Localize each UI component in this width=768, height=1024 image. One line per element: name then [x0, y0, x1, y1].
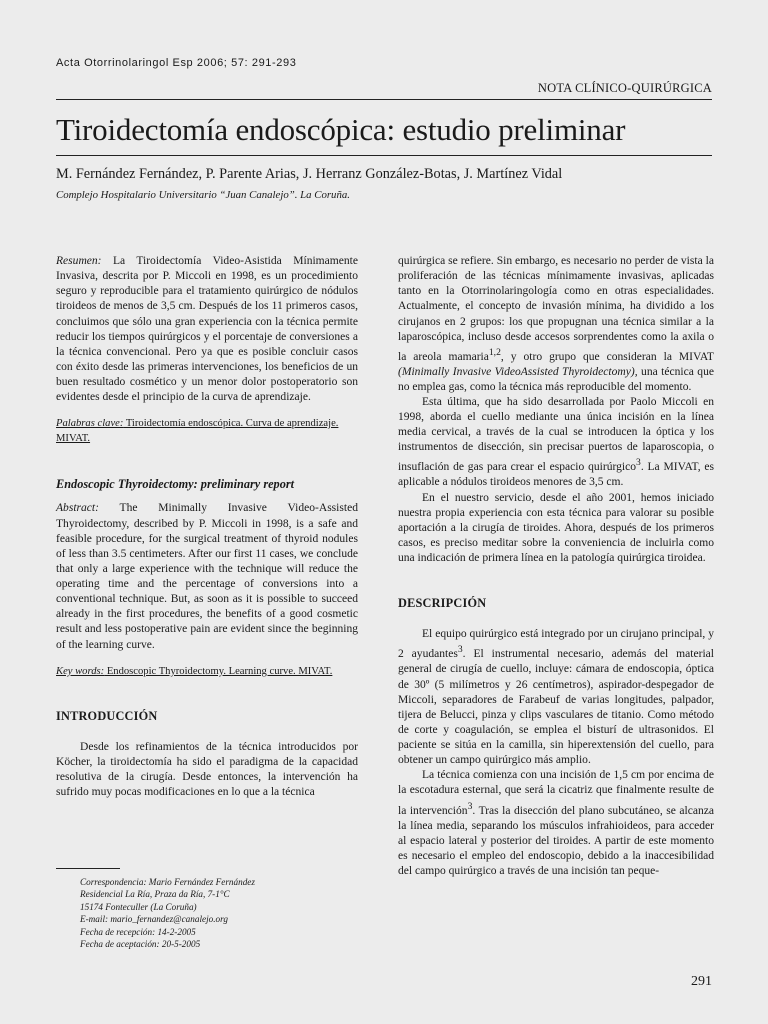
right-column [398, 254, 714, 879]
paragraph-2 [398, 395, 714, 491]
correspondence-footnote [80, 876, 255, 950]
footnote-line: Correspondencia: Mario Fernández Fernández [80, 877, 255, 887]
page-number: 291 [691, 974, 712, 989]
p2-text-a: Esta última, que ha sido desarrollada por Paolo Miccoli en 1998, aborda el cuello mediante una única incisión en la línea media cervical, a través de la cual se introducen la óptica y los instrumentos de disección, sin precisar puertos de laparoscopia, o insuflación de gas para crear el espacio quirúrgico [398, 395, 714, 474]
citation-ref: 3 [457, 644, 463, 656]
abstract-paragraph [56, 501, 358, 652]
footnote-rule [56, 868, 120, 869]
citation-ref: 3 [636, 457, 641, 469]
palabras-text: Tiroidectomía endoscópica. Curva de aprendizaje. MIVAT. [56, 418, 339, 445]
p5-text-b: . Tras la disección del plano subcutáneo, se alcanza la línea media, separando los músculos infrahioideos, para acceder al espacio lateral y posterior del tiroides. A partir de este momento es necesario el empleo del endoscopio, debido a la inaccesibilidad del campo quirúrgico a través de una incisión tan peque- [398, 804, 714, 877]
paragraph-5 [398, 768, 714, 879]
p1-text-b: , y otro grupo que consideran la MIVAT [500, 350, 714, 363]
description-heading: DESCRIPCIÓN [398, 596, 487, 611]
p5-text-a: La técnica comienza con una incisión de 1,5 cm por encima de la escotadura esternal, que será la cicatriz que finalmente resulte de la intervención [398, 769, 714, 817]
keywords-label: Key words: [56, 665, 105, 677]
header-rule [56, 99, 712, 100]
palabras-label: Palabras clave: [56, 418, 124, 430]
palabras-clave [56, 416, 358, 446]
footnote-line: Fecha de aceptación: 20-5-2005 [80, 939, 201, 950]
intro-heading: INTRODUCCIÓN [56, 708, 158, 723]
p4-text-a: El equipo quirúrgico está integrado por un cirujano principal, y 2 ayudantes [398, 628, 714, 661]
intro-paragraph: Desde los refinamientos de la técnica introducidos por Köcher, la tiroidectomía ha sido el paradigma de la capacidad resolutiva de la cirugía. Desde entonces, la intervención ha sufrido muy pocas modificaciones en lo que a la técnica [56, 740, 358, 799]
resumen-text: La Tiroidectomía Video-Asistida Mínimamente Invasiva, descrita por P. Miccoli en 1998, es un procedimiento seguro y reproducible para el tratamiento quirúrgico de nódulos tiroideos de menos de 3,5 cm. Después de los 11 primeros casos, concluimos que sólo una gran experiencia con la técnica permite reducir los tiempos quirúrgicos y el porcentaje de conversiones a la técnica convencional. Pero ya que es posible concluir casos con éxito desde las primeras intervenciones, los beneficios de un buen resultado cosmético y un menor dolor postoperatorio son evidentes desde el principio de la curva de aprendizaje. [56, 255, 358, 404]
left-column [56, 254, 358, 800]
citation-ref: 1,2 [488, 346, 501, 358]
p1-italic: (Minimally Invasive VideoAssisted Thyroidectomy), [398, 365, 638, 378]
citation-ref: 3 [467, 800, 473, 812]
paragraph-1 [398, 254, 714, 395]
resumen-paragraph [56, 254, 358, 405]
key-words [56, 664, 358, 679]
footnote-line: Residencial La Ría, Praza da Ría, 7-1°C [80, 889, 230, 900]
paragraph-4 [398, 627, 714, 768]
journal-reference: Acta Otorrinolaringol Esp 2006; 57: 291-293 [56, 57, 297, 69]
article-title: Tiroidectomía endoscópica: estudio preliminar [56, 112, 626, 147]
footnote-email: E-mail: mario_fernandez@canalejo.org [80, 914, 228, 925]
english-title: Endoscopic Thyroidectomy: preliminary report [56, 477, 295, 492]
p1-text-a: quirúrgica se refiere. Sin embargo, es necesario no perder de vista la proliferación de las técnicas mínimamente invasivas, aplicadas tanto en la Otorrinolaringología como en otras especialidades. Actualmente, el concepto de invasión mínima, ha dividido a los cirujanos en 2 grupos: los que propugnan una técnica similar a la laparoscópica, incluso desde accesos sorprendentes como la axila o la areola mamaria [398, 255, 714, 363]
footnote-line: 15174 Fonteculler (La Coruña) [80, 901, 197, 912]
paragraph-3: En el nuestro servicio, desde el año 2001, hemos iniciado nuestra propia experiencia con esta técnica para valorar su posible aportación a la cirugía de tiroides. Ahora, después de los primeros casos, es preciso meditar sobre la conveniencia de incluirla como una indicación de primera línea en la patología quirúrgica tiroidea. [398, 491, 714, 565]
affiliation: Complejo Hospitalario Universitario “Juan Canalejo”. La Coruña. [56, 189, 350, 201]
p2-text-b: . La MIVAT, es aplicable a nódulos tiroideos menores de 3,5 cm. [398, 461, 715, 489]
p1-text-c: una técnica que no emplea gas, como la técnica más reproducible del momento. [398, 365, 714, 393]
abstract-text: The Minimally Invasive Video-Assisted Thyroidectomy, described by P. Miccoli in 1998, is a safe and feasible procedure, for the surgical treatment of thyroid nodules of less than 3.5 centimeters. After our first 11 cases, we conclude that only a large experience with the technique will reduce the operating time and the percentage of conversions into a conventional technique. But, as soon as it is possible to succeed already in the first procedures, the benefits of a good cosmetic result and less postoperative pain are evident since the beginning of the learning curve. [56, 502, 358, 651]
abstract-label: Abstract: [56, 502, 99, 515]
resumen-label: Resumen: [56, 255, 102, 267]
p4-text-b: . El instrumental necesario, además del material general de cirugía de cuello, incluye: cámara de endoscopia, óptica de 30º (5 milímetros y 26 centímetros), aspirador-despegador de Miccoli, separadores de Farabeuf de varias longitudes, palpador, tijera de Belucci, pinza y clips vasculares de titanio. Como método de corte y coagulación, se emplea el bisturí de ultrasonidos. El paciente se sitúa en la camilla, sin hiperextensión del cuello, para obtener un campo quirúrgico más amplio. [398, 648, 714, 767]
title-rule [56, 155, 712, 156]
footnote-line: Fecha de recepción: 14-2-2005 [80, 926, 196, 937]
section-label: NOTA CLÍNICO-QUIRÚRGICA [537, 81, 712, 95]
keywords-text: Endoscopic Thyroidectomy. Learning curve. MIVAT. [104, 665, 333, 677]
authors: M. Fernández Fernández, P. Parente Arias, J. Herranz González-Botas, J. Martínez Vidal [56, 166, 563, 182]
